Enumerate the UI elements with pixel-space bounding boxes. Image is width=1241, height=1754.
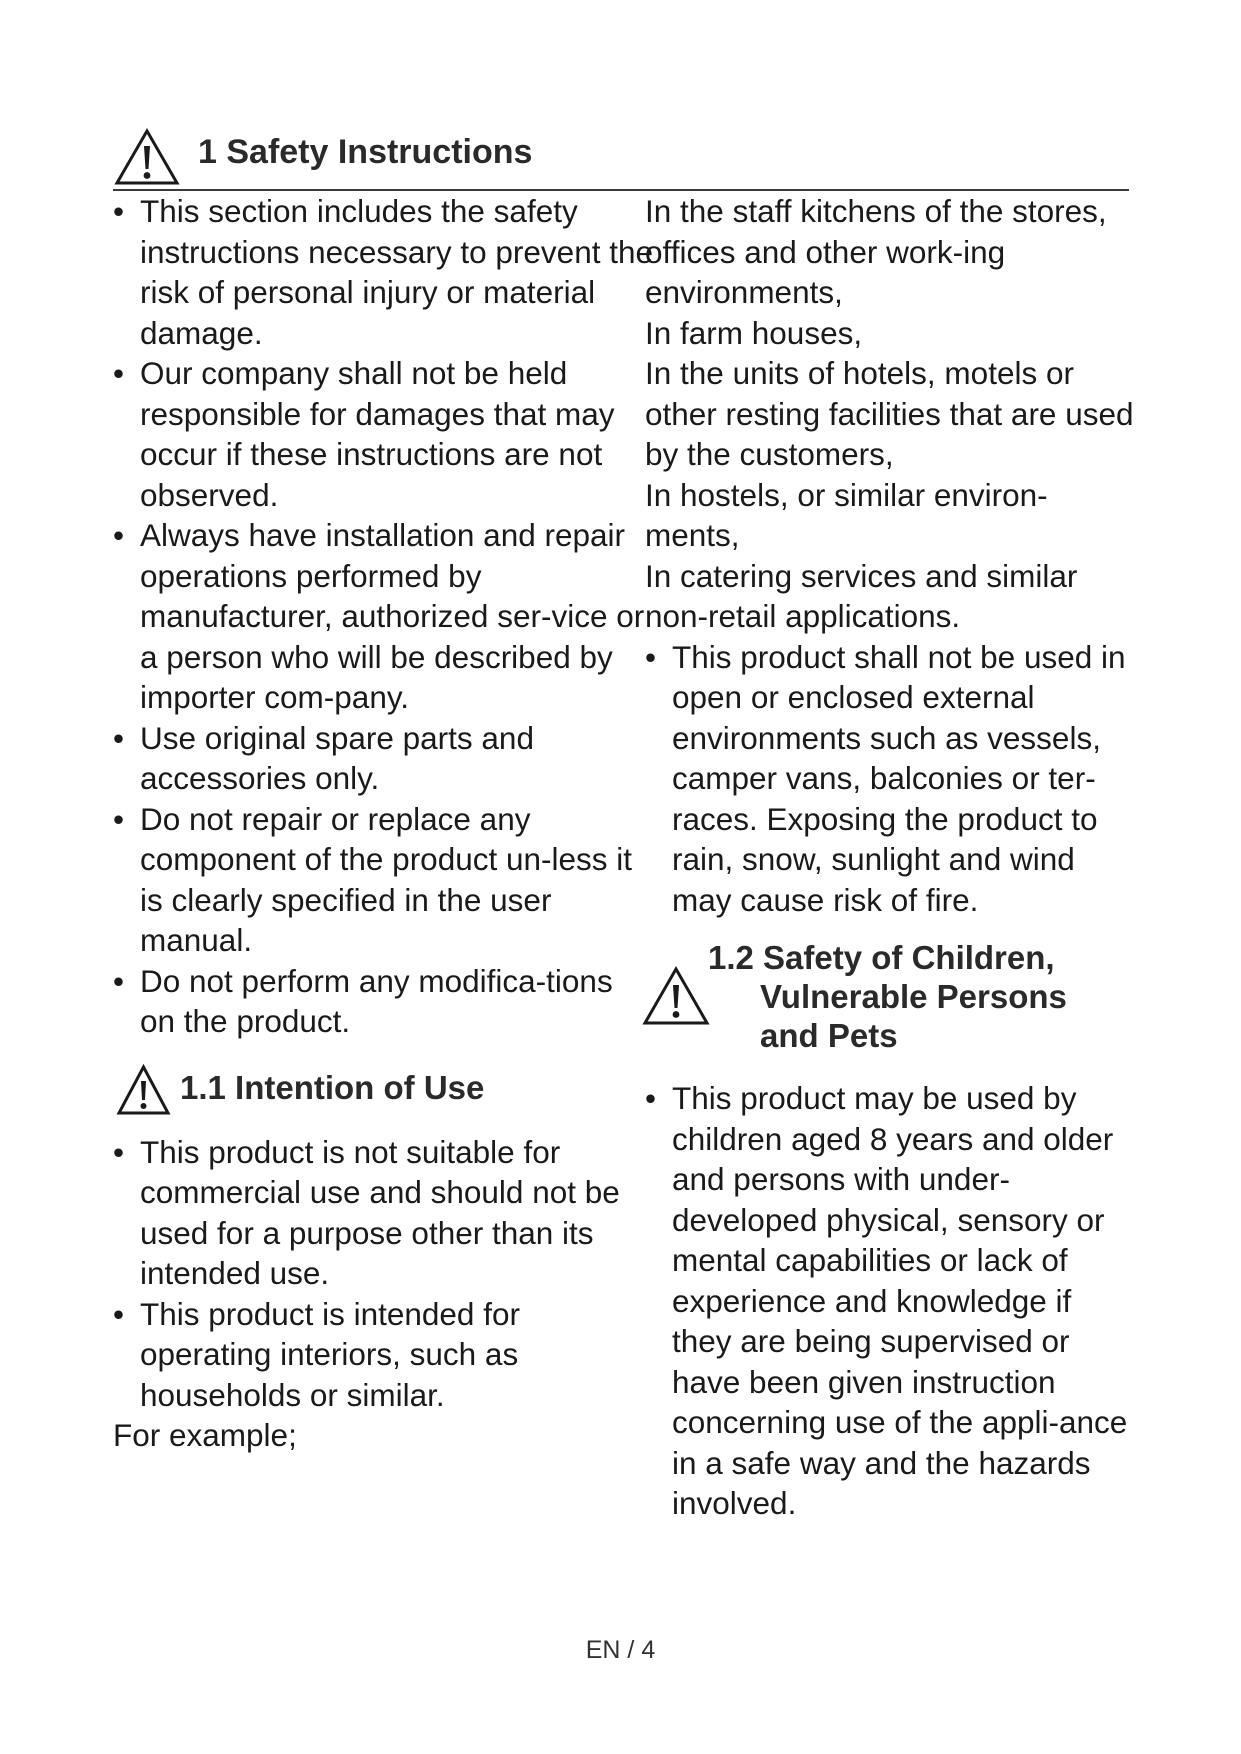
outdoor-warning-bullet: • This product shall not be used in open or enclosed external environments such as vessels, camper vans, balconies or ter-races. Exposing the product to rain, snow, sunlight and wind may cause risk of fire.: [645, 637, 1135, 921]
children-title-line3: and Pets: [760, 1017, 898, 1054]
example-item: In catering services and similar non-retail applications.: [645, 557, 1078, 634]
safety-bullet: • Use original spare parts and accessories only.: [113, 718, 653, 799]
safety-bullet: • This section includes the safety instructions necessary to prevent the risk of personal injury or material damage.: [113, 191, 653, 353]
warning-triangle-icon: [116, 1064, 171, 1116]
page-number: EN / 4: [585, 1636, 656, 1664]
right-column: [645, 191, 1135, 1524]
warning-triangle-icon: [114, 128, 180, 186]
section-title: 1 Safety Instructions: [198, 133, 533, 171]
safety-bullet: • Our company shall not be held responsible for damages that may occur if these instructions are not observed.: [113, 353, 653, 515]
left-column: [113, 191, 653, 1456]
example-item: In hostels, or similar environ-ments,: [645, 476, 1048, 553]
intention-bullet: • This product is intended for operating interiors, such as households or similar.: [113, 1294, 653, 1416]
children-bullet: • This product may be used by children aged 8 years and older and persons with under-developed physical, sensory or mental capabilities or lack of experience and knowledge if they are being supervised or have been given instruction concerning use of the appli-ance in a safe way and the hazards involved.: [645, 1078, 1135, 1524]
children-heading: [645, 938, 1135, 1058]
intention-bullet: • This product is not suitable for commercial use and should not be used for a purpose other than its intended use.: [113, 1132, 653, 1294]
warning-triangle-icon: [642, 966, 710, 1026]
example-item: In the staff kitchens of the stores, offices and other work-ing environments,: [645, 193, 1107, 310]
safety-bullet: • Do not perform any modifica-tions on the product.: [113, 961, 653, 1042]
example-item: In the units of hotels, motels or other resting facilities that are used by the customers,: [645, 355, 1134, 472]
intention-title: 1.1 Intention of Use: [180, 1068, 485, 1106]
children-title-line2: Vulnerable Persons: [760, 978, 1067, 1015]
safety-bullet: • Always have installation and repair operations performed by manufacturer, authorized ser-vice or a person who will be described by importer com-pany.: [113, 515, 653, 718]
example-label: For example;: [113, 1417, 297, 1453]
children-title: [708, 938, 1067, 1055]
children-title-line1: 1.2 Safety of Children,: [708, 939, 1055, 976]
intention-heading: [113, 1064, 653, 1124]
safety-bullet: • Do not repair or replace any component of the product un-less it is clearly specified in the user manual.: [113, 799, 653, 961]
example-item: In farm houses,: [645, 314, 863, 351]
